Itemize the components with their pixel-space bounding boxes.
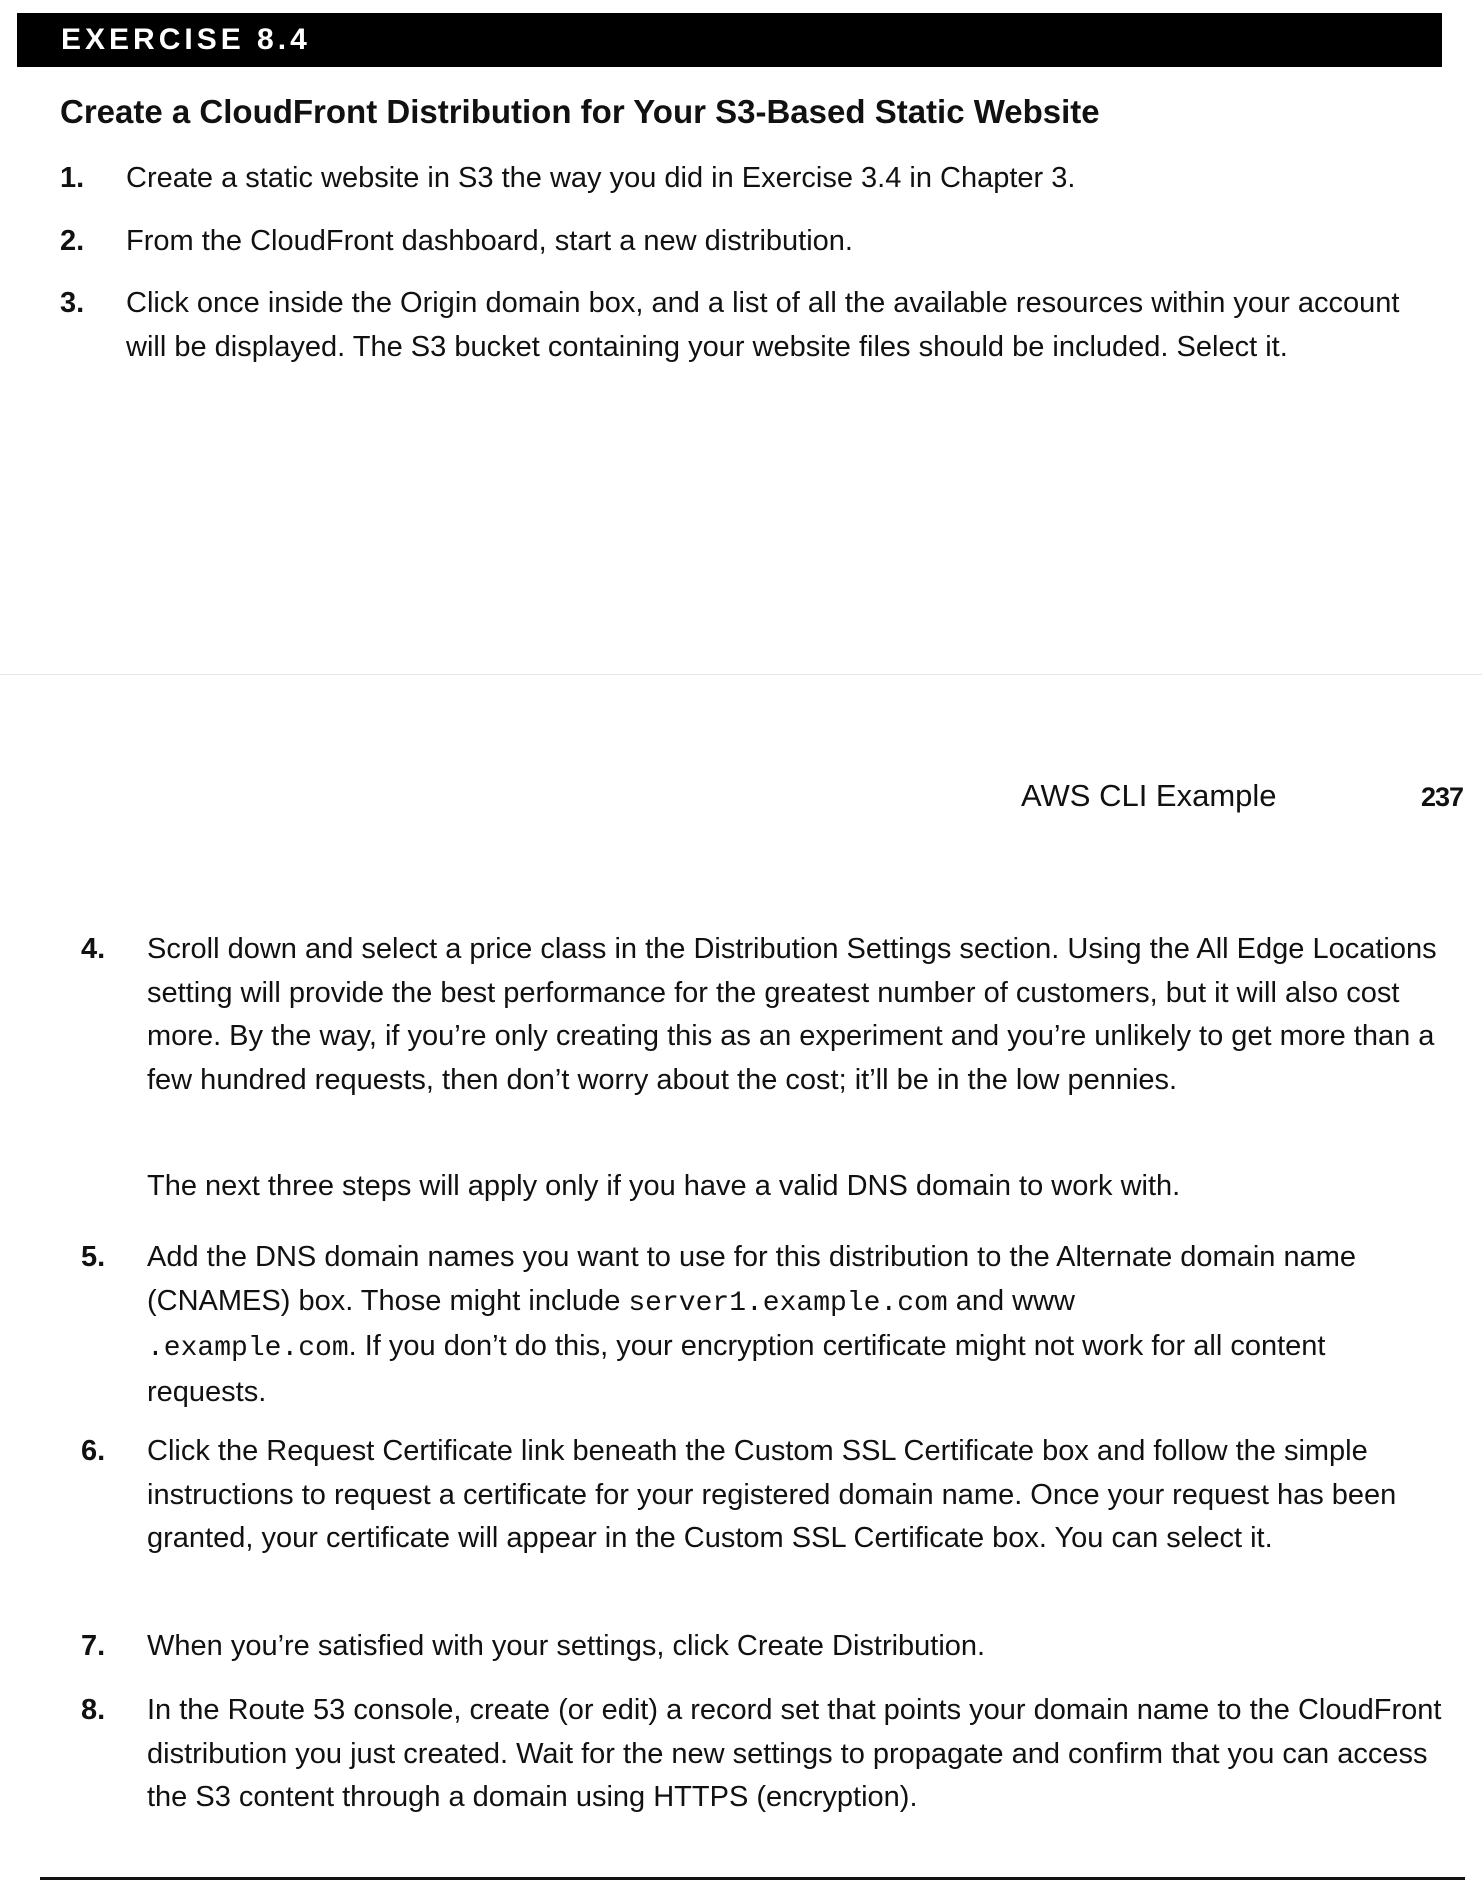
step-number: 6. <box>81 1435 106 1467</box>
step-text <box>147 1236 1447 1414</box>
exercise-title: Create a CloudFront Distribution for Your S3-Based Static Website <box>60 93 1100 130</box>
step-number: 2. <box>60 225 85 257</box>
step-text: Create a static website in S3 the way you did in Exercise 3.4 in Chapter 3. <box>126 162 1076 194</box>
step-text: Click the Request Certificate link beneath the Custom SSL Certificate box and follow the simple instructions to request a certificate for your registered domain name. Once your request has been granted, your certificate will appear in the Custom SSL Certificate box. You can select it. <box>147 1435 1397 1554</box>
step-text: From the CloudFront dashboard, start a new distribution. <box>126 225 853 257</box>
step-number: 4. <box>81 933 106 965</box>
step-number: 7. <box>81 1630 106 1662</box>
step-text-part: . If you don’t do this, your encryption certificate might not work for all content requests. <box>147 1330 1326 1408</box>
step-text-part: Add the DNS domain names you want to use for this distribution to the Alternate domain name (CNAMES) box. Those might include <box>147 1241 1357 1317</box>
step-number: 1. <box>60 162 85 194</box>
exercise-banner <box>17 13 1442 67</box>
step-number: 5. <box>81 1241 106 1273</box>
step-text: Click once inside the Origin domain box, and a list of all the available resources within your account will be displayed. The S3 bucket containing your website files should be included. Select it. <box>126 287 1400 363</box>
step-number: 8. <box>81 1694 106 1726</box>
code-domain-2: .example.com <box>147 1333 349 1364</box>
bottom-rule <box>40 1877 1465 1880</box>
exercise-label: EXERCISE 8.4 <box>61 23 311 56</box>
running-head-title: AWS CLI Example <box>1021 778 1277 813</box>
step-text: When you’re satisfied with your settings, click Create Distribution. <box>147 1630 986 1662</box>
step-text: In the Route 53 console, create (or edit) a record set that points your domain name to the CloudFront distribution you just created. Wait for the new settings to propagate and confirm that you can access the S3 content through a domain using HTTPS (encryption). <box>147 1694 1442 1813</box>
code-domain-1: server1.example.com <box>628 1287 948 1319</box>
page-number: 237 <box>1421 782 1464 812</box>
step-text-part: and www <box>947 1284 1075 1317</box>
page-divider <box>0 674 1482 675</box>
note-text: The next three steps will apply only if you have a valid DNS domain to work with. <box>147 1170 1181 1202</box>
step-text: Scroll down and select a price class in the Distribution Settings section. Using the All Edge Locations setting will provide the best performance for the greatest number of customers, but it will also cost more. By the way, if you’re only creating this as an experiment and you’re unlikely to get more than a few hundred requests, then don’t worry about the cost; it’ll be in the low pennies. <box>147 933 1437 1096</box>
step-number: 3. <box>60 287 85 319</box>
